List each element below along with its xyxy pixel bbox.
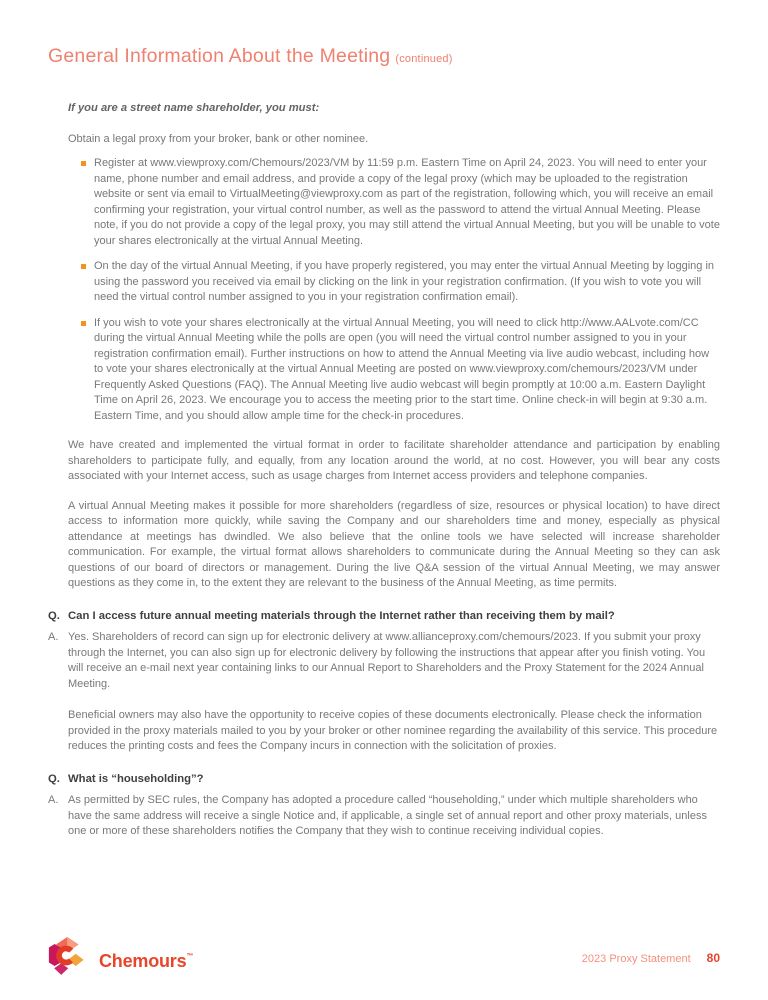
obtain-proxy-text: Obtain a legal proxy from your broker, bank or other nominee. [68, 132, 369, 145]
question-text: Can I access future annual meeting materials through the Internet rather than receiving them by mail? [68, 609, 615, 622]
q-label: Q. [48, 609, 60, 622]
paragraph-virtual-benefits: A virtual Annual Meeting makes it possible for more shareholders (regardless of size, resources or physical location) to have direct access to information more quickly, while saving the Company and our shareholders time and money, especially as physical attendance at meetings has dwindled. We also believe that the online tools we have selected will increase shareholder communication. For example, the virtual format allows shareholders to communicate during the Annual Meeting so they can ask questions of our board of directors or management. During the live Q&A session of the virtual Annual Meeting, we may answer questions as they come in, to the extent they are relevant to the business of the Annual Meeting, as time permits. [68, 499, 720, 589]
page-footer [48, 936, 720, 982]
list-item [68, 156, 720, 249]
bullet-square-icon [81, 161, 86, 166]
answer-body [68, 793, 720, 840]
qa-item-internet-materials [48, 609, 720, 755]
qa-item-householding [48, 772, 720, 840]
bullet-list [68, 156, 720, 424]
bullet-square-icon [81, 321, 86, 326]
bullet-text-register: Register at www.viewproxy.com/Chemours/2023/VM by 11:59 p.m. Eastern Time on April 24, 2023. You will need to enter your name, phone number and email address, and provide a copy of the legal proxy (which may be uploaded to the registration website or sent via email to VirtualMeeting@viewproxy.com as part of the registration, following which, you will receive an email confirming your registration, your virtual control number, as well as the password to attend the virtual Annual Meeting. Please note, if you do not provide a copy of the legal proxy, you may still attend the virtual Annual Meeting, but you will be unable to vote your shares electronically at the virtual Annual Meeting. [94, 157, 720, 247]
answer-paragraph: Beneficial owners may also have the opportunity to receive copies of these documents electronically. Please check the information provided in the proxy materials mailed to you by your broker or other nominee regarding the availability of this service. This procedure reduces the printing costs and fees the Company incurs in connection with the solicitation of proxies. [68, 709, 718, 752]
street-name-lead: If you are a street name shareholder, you must: [68, 102, 320, 114]
question-row [48, 609, 720, 625]
question-row [48, 772, 720, 788]
bullet-text-meeting-day: On the day of the virtual Annual Meeting, if you have properly registered, you may enter the virtual Annual Meeting by logging in using the password you received via email by clicking on the link in your registration confirmation. (If you wish to vote you will need the virtual control number assigned to you in your registration confirmation email). [94, 260, 715, 303]
question-text: What is “householding”? [68, 772, 204, 785]
answer-paragraph: As permitted by SEC rules, the Company has adopted a procedure called “householding,” under which multiple shareholders who have the same address will receive a single Notice and, if applicable, a single set of annual report and other proxy materials, unless one or more of these shareholders notifies the Company that they wish to continue receiving individual copies. [68, 794, 707, 837]
a-label: A. [48, 794, 59, 806]
list-item [68, 316, 720, 425]
answer-row [48, 630, 720, 755]
page-number: 80 [706, 950, 720, 965]
a-label: A. [48, 631, 59, 643]
footer-right [582, 951, 720, 968]
answer-row [48, 793, 720, 840]
trademark-symbol: ™ [186, 952, 194, 960]
wordmark-text: Chemours [99, 950, 187, 971]
chemours-wordmark [99, 949, 193, 970]
chemours-brand [48, 936, 193, 982]
page-title-suffix: (continued) [395, 53, 453, 65]
chemours-logo-icon [48, 936, 92, 982]
page-title [48, 44, 720, 71]
paragraph-virtual-format: We have created and implemented the virtual format in order to facilitate shareholder attendance and participation by enabling shareholders to participate fully, and equally, from any location around the world, at no cost. However, you will bear any costs associated with your Internet access, such as usage charges from Internet access providers and telephone companies. [68, 439, 720, 482]
bullet-text-voting: If you wish to vote your shares electronically at the virtual Annual Meeting, you will need to click http://www.AALvote.com/CC during the virtual Annual Meeting while the polls are open (you will need the virtual control number assigned to you in your registration confirmation email). Further instructions on how to attend the Annual Meeting via live audio webcast, including how to vote your shares electronically at the virtual Annual Meeting are posted on www.viewproxy.com/chemours/2023/VM under Frequently Asked Questions (FAQ). The Annual Meeting live audio webcast will begin promptly at 10:00 a.m. Eastern Daylight Time on April 26, 2023. We encourage you to access the meeting prior to the start time. Online check-in will begin at 9:30 a.m. Eastern Time, and you should allow ample time for the check-in procedures. [94, 316, 710, 422]
answer-body [68, 630, 720, 755]
bullet-square-icon [81, 264, 86, 269]
answer-paragraph: Yes. Shareholders of record can sign up for electronic delivery at www.allianceproxy.com/chemours/2023. If you submit your proxy through the Internet, you can also sign up for electronic delivery by following the instructions that appear after you finish voting. You will receive an e-mail next year containing links to our Annual Report to Shareholders and the Proxy Statement for the 2024 Annual Meeting. [68, 631, 706, 690]
list-item [68, 259, 720, 306]
proxy-statement-label: 2023 Proxy Statement [581, 952, 691, 965]
q-label: Q. [48, 772, 60, 785]
page-title-text: General Information About the Meeting [48, 45, 391, 67]
